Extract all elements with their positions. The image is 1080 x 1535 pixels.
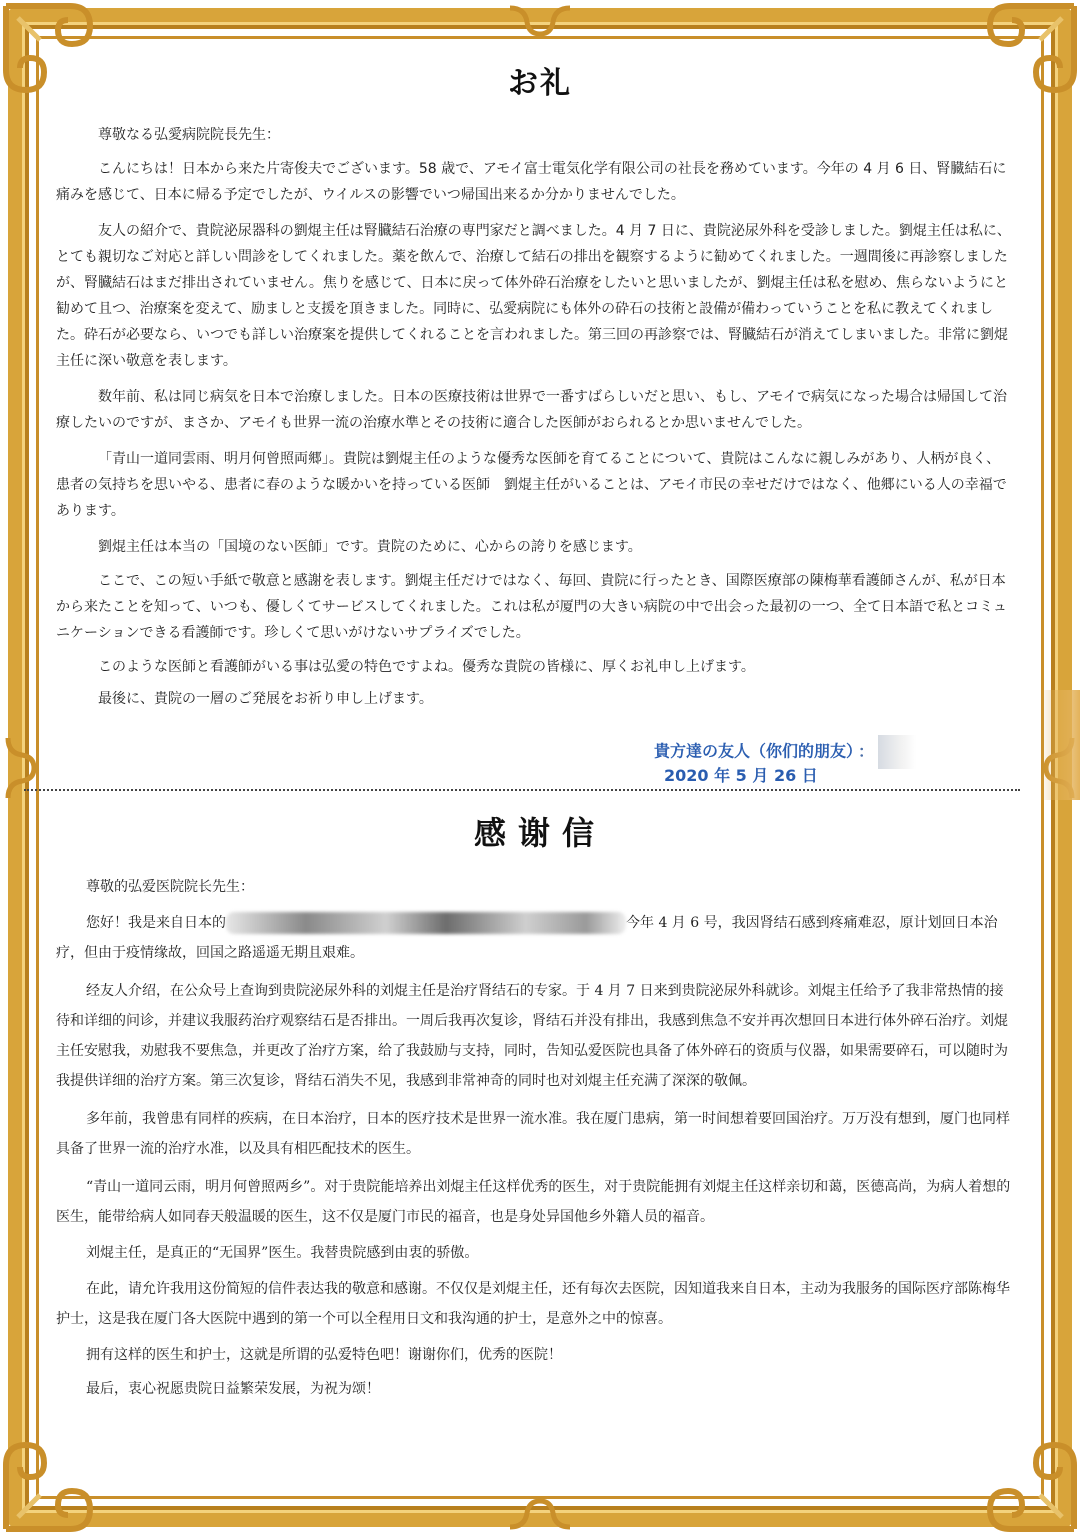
cn-paragraph-5: 刘焜主任，是真正的“无国界”医生。我替贵院感到由衷的骄傲。: [86, 1245, 479, 1261]
scroll-ornament-icon: [0, 733, 40, 803]
signature-mark: [878, 735, 916, 769]
jp-paragraph-5: 劉焜主任は本当の「国境のない医師」です。貴院のために、心からの誇りを感じます。: [98, 539, 642, 555]
scroll-ornament-icon: [505, 0, 575, 40]
jp-paragraph-8: 最後に、貴院の一層のご発展をお祈り申し上げます。: [98, 691, 433, 707]
cn-paragraph-1-end: 今年 4 月 6 号，我因肾结石感到疼痛难忍，原计划回日本治疗，但由于疫情缘故，回国之路遥遥无期且艰难。: [56, 915, 998, 961]
jp-paragraph-1: こんにちは！日本から来た片寄俊夫でございます。58 歳で、アモイ富士電気化学有限公司の社長を務めています。今年の 4 月 6 日、腎臓結石に痛みを感じて、日本に帰る予定でしたが、ウイルスの影響でいつ帰国出来るか分かりませんでした。: [56, 161, 1007, 203]
jp-letter-body: [56, 122, 1014, 712]
cn-paragraph-6: 在此，请允许我用这份简短的信件表达我的敬意和感谢。不仅仅是刘焜主任，还有每次去医院，因知道我来自日本，主动为我服务的国际医疗部陈梅华护士，这是我在厦门各大医院中遇到的第一个可以全程用日文和我沟通的护士，是意外之中的惊喜。: [56, 1281, 1010, 1327]
corner-ornament-icon: [970, 1425, 1080, 1535]
cn-letter-title: 感谢信: [473, 814, 606, 852]
cn-paragraph-3: 多年前，我曾患有同样的疾病，在日本治疗，日本的医疗技术是世界一流水准。我在厦门患病，第一时间想着要回国治疗。万万没有想到，厦门也同样具备了世界一流的治疗水准，以及具有相匹配技术的医生。: [56, 1111, 1010, 1157]
jp-salutation: 尊敬なる弘愛病院院長先生：: [98, 127, 280, 143]
jp-paragraph-3: 数年前、私は同じ病気を日本で治療しました。日本の医療技術は世界で一番すばらしいだと思い、もし、アモイで病気になった場合は帰国して治療したいのですが、まさか、アモイも世界一流の治療水準とその技術に適合した医師がおられるとか思いませんでした。: [56, 389, 1008, 431]
jp-paragraph-6: ここで、この短い手紙で敬意と感謝を表します。劉焜主任だけではなく、毎回、貴院に行ったとき、国際医療部の陳梅華看護師さんが、私が日本から来たことを知って、いつも、優しくてサービスしてくれました。これは私が厦門の大きい病院の中で出会った最初の一つ、全て日本語で私とコミュニケーションできる看護師です。珍しくて思いがけないサプライズでした。: [56, 573, 1007, 641]
cn-letter-body: [56, 872, 1014, 1404]
cn-paragraph-2: 经友人介绍，在公众号上查询到贵院泌尿外科的刘焜主任是治疗肾结石的专家。于 4 月 7 日来到贵院泌尿外科就诊。刘焜主任给予了我非常热情的接待和详细的问诊，并建议我服药治疗观察结石是否排出。一周后我再次复诊，肾结石并没有排出，我感到焦急不安并再次想回日本进行体外碎石治疗。刘焜主任安慰我，劝慰我不要焦急，并更改了治疗方案，给了我鼓励与支持，同时，告知弘爱医院也具备了体外碎石的资质与仪器，如果需要碎石，可以随时为我提供详细的治疗方案。第三次复诊，肾结石消失不见，我感到非常神奇的同时也对刘焜主任充满了深深的敬佩。: [56, 983, 1008, 1089]
jp-letter-title: お礼: [508, 66, 572, 101]
cn-paragraph-1-start: 您好！我是来自日本的: [86, 915, 226, 931]
jp-paragraph-7: このような医師と看護師がいる事は弘愛の特色ですよね。優秀な貴院の皆様に、厚くお礼申し上げます。: [98, 659, 755, 675]
cn-paragraph-1: [56, 908, 1014, 968]
cn-paragraph-8: 最后，衷心祝愿贵院日益繁荣发展，为祝为颂！: [86, 1381, 380, 1397]
redacted-text: [226, 912, 626, 934]
page-edge-shade: [1040, 690, 1080, 800]
scroll-ornament-icon: [505, 1495, 575, 1535]
jp-signature-colon: ：: [858, 741, 875, 761]
jp-paragraph-2: 友人の紹介で、貴院泌尿器科の劉焜主任は腎臓結石治療の専門家だと調べました。4 月 7 日に、貴院泌尿外科を受診しました。劉焜主任は私に、とても親切なご対応と詳しい問診をしてくれました。薬を飲んで、治療して結石の排出を観察するように勧めてくれました。一週間後に再診察しましたが、腎臓結石はまだ排出されていません。焦りを感じて、日本に戻って体外砕石治療をしたいと思いましたが、劉焜主任は私を慰め、焦らないようにと勧めて且つ、治療案を変えて、励ましと支援を頂きました。同時に、弘愛病院にも体外の砕石の技術と設備が備わっていうことを私に教えてくれました。砕石が必要なら、いつでも詳しい治療案を提供してくれることを言われました。第三回の再診察では、腎臓結石が消えてしまいました。非常に劉焜主任に深い敬意を表します。: [56, 223, 1011, 369]
cn-salutation: 尊敬的弘爱医院院长先生：: [86, 879, 254, 895]
cn-paragraph-4: “青山一道同云雨，明月何曾照两乡”。对于贵院能培养出刘焜主任这样优秀的医生，对于贵院能拥有刘焜主任这样亲切和蔼，医德高尚，为病人着想的医生，能带给病人如同春天般温暖的医生，这不仅是厦门市民的福音，也是身处异国他乡外籍人员的福音。: [56, 1179, 1011, 1225]
dotted-divider: [24, 789, 1020, 791]
jp-paragraph-4: 「青山一道同雲雨、明月何曾照両郷」。貴院は劉焜主任のような優秀な医師を育てることについて、貴院はこんなに親しみがあり、人柄が良く、患者の気持ちを思いやる、患者に春のような暖かいを持っている医師 劉焜主任がいることは、アモイ市民の幸せだけではなく、他郷にいる人の幸福であります。: [56, 451, 1007, 519]
cn-paragraph-7: 拥有这样的医生和护士，这就是所谓的弘爱特色吧！谢谢你们，优秀的医院！: [86, 1347, 562, 1363]
jp-signature-text: 貴方達の友人（你们的朋友）: [654, 741, 855, 761]
jp-date: 2020 年 5 月 26 日: [664, 766, 818, 785]
corner-ornament-icon: [0, 1425, 110, 1535]
